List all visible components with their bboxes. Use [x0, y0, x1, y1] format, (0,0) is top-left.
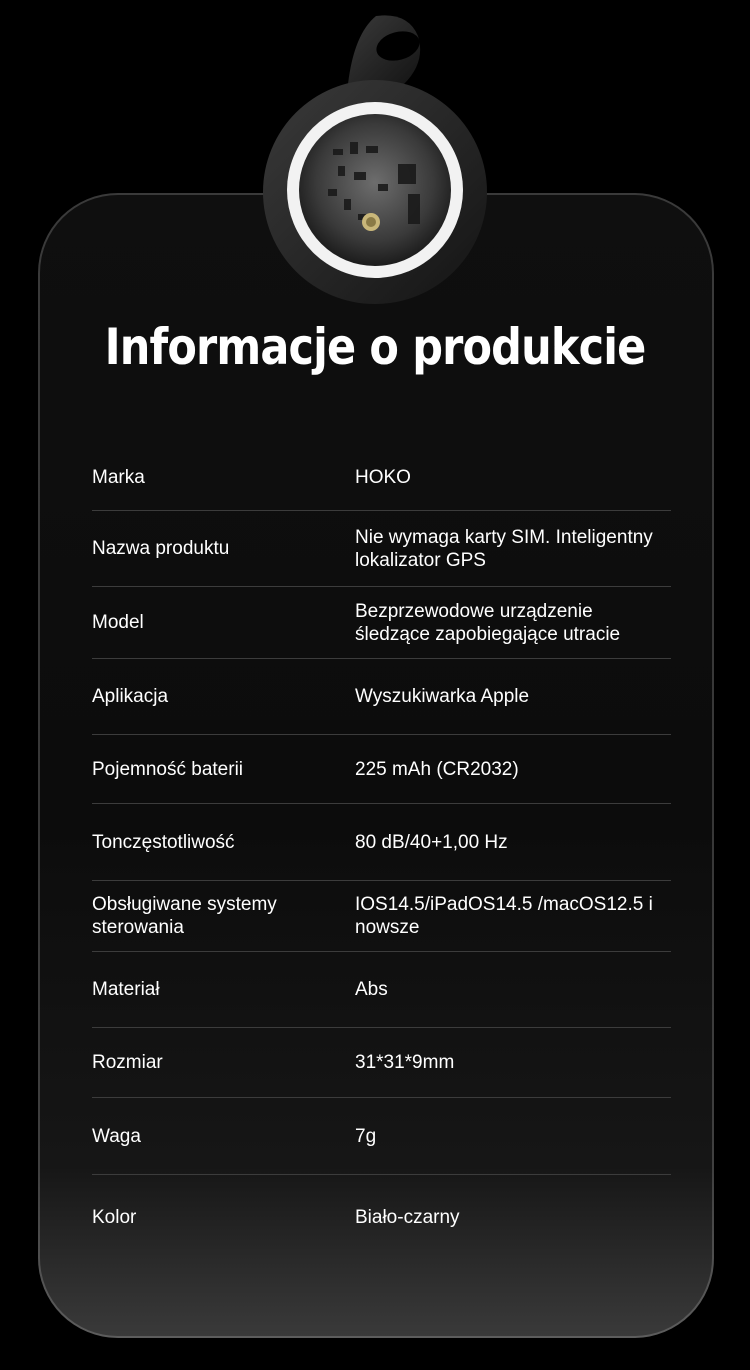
- spec-value: IOS14.5/iPadOS14.5 /macOS12.5 i nowsze: [355, 894, 653, 938]
- spec-row-brand: [92, 445, 671, 511]
- spec-row-model: [92, 587, 671, 659]
- spec-label: Tonczęstotliwość: [92, 831, 235, 853]
- airtag-holder-icon: [258, 14, 498, 304]
- spec-row-color: [92, 1175, 671, 1259]
- page-title: Informacje o produkcie: [104, 318, 646, 376]
- spec-value: Wyszukiwarka Apple: [355, 686, 530, 707]
- spec-label: Rozmiar: [92, 1052, 163, 1073]
- spec-label: Nazwa produktu: [92, 538, 230, 559]
- spec-row-product-name: [92, 511, 671, 587]
- spec-value: Nie wymaga karty SIM. Inteligentny lokalizator GPS: [355, 526, 653, 571]
- spec-row-app: [92, 659, 671, 735]
- spec-value: Biało-czarny: [355, 1206, 460, 1228]
- spec-label: Waga: [92, 1125, 141, 1147]
- spec-row-supported-systems: [92, 881, 671, 952]
- spec-label: Obsługiwane systemy sterowania: [92, 894, 277, 938]
- spec-row-size: [92, 1028, 671, 1098]
- spec-value: 7g: [355, 1125, 377, 1147]
- spec-row-weight: [92, 1098, 671, 1175]
- spec-value: 225 mAh (CR2032): [355, 758, 519, 780]
- spec-label: Kolor: [92, 1206, 137, 1228]
- spec-label: Aplikacja: [92, 686, 169, 707]
- spec-value: Bezprzewodowe urządzenie śledzące zapobiegające utracie: [355, 600, 621, 645]
- spec-row-battery: [92, 735, 671, 804]
- spec-label: Model: [92, 612, 144, 633]
- spec-label: Marka: [92, 467, 145, 488]
- spec-label: Materiał: [92, 979, 160, 1000]
- spec-value: Abs: [355, 979, 388, 1000]
- spec-value: 31*31*9mm: [355, 1052, 455, 1073]
- spec-table: [92, 445, 671, 1259]
- spec-value: HOKO: [355, 467, 411, 488]
- spec-value: 80 dB/40+1,00 Hz: [355, 831, 508, 853]
- spec-row-tone-frequency: [92, 804, 671, 881]
- spec-label: Pojemność baterii: [92, 758, 244, 780]
- spec-row-material: [92, 952, 671, 1028]
